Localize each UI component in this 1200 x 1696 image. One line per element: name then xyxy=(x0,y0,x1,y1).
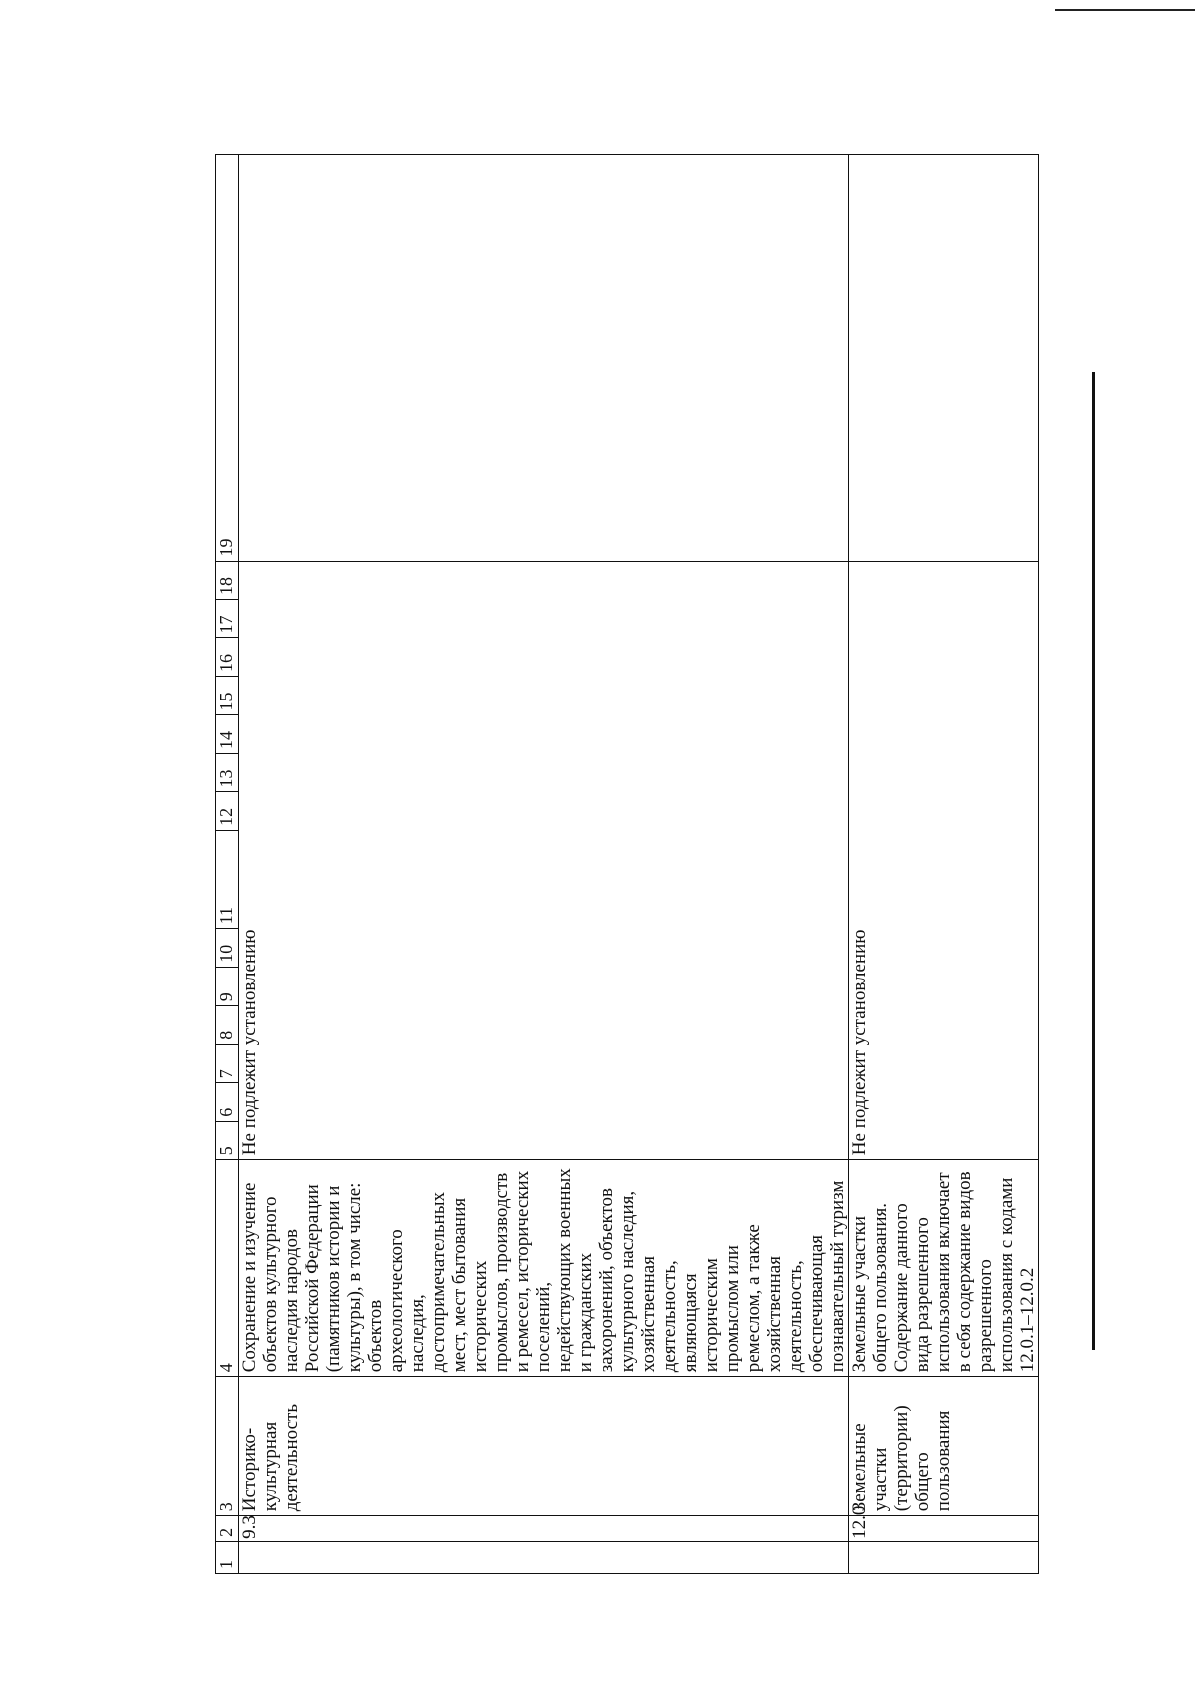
header-cell: 8 xyxy=(216,1006,239,1044)
parameters-cell: Не подлежит установлению xyxy=(239,561,849,1160)
notes-cell xyxy=(239,155,849,562)
land-use-table xyxy=(215,154,1039,1574)
margin-bar xyxy=(1092,372,1095,1350)
header-cell: 1 xyxy=(216,1541,239,1573)
header-cell: 15 xyxy=(216,676,239,714)
rotated-table xyxy=(215,154,1038,1574)
header-cell: 3 xyxy=(216,1377,239,1516)
header-cell: 10 xyxy=(216,929,239,967)
use-code-cell: 12.0 xyxy=(849,1516,1039,1542)
header-cell: 4 xyxy=(216,1160,239,1377)
use-description-cell: Земельные участки общего пользования. Содержание данного вида разрешенного использования включает в себя содержание видов разрешенного использования с кодами 12.0.1–12.0.2 xyxy=(849,1160,1039,1377)
header-cell: 7 xyxy=(216,1044,239,1082)
parameters-cell: Не подлежит установлению xyxy=(849,561,1039,1160)
use-description-cell: Сохранение и изучение объектов культурного наследия народов Российской Федерации (памятников истории и культуры), в том числе: объектов археологического наследия, достопримечательных мест, мест бытования исторических промыслов, производств и ремесел, исторических поселений, недействующих военных и гражданских захоронений, объектов культурного наследия, хозяйственная деятельность, являющаяся историческим промыслом или ремеслом, а также хозяйственная деятельность, обеспечивающая познавательный туризм xyxy=(239,1160,849,1377)
header-row xyxy=(216,155,239,1574)
header-cell: 14 xyxy=(216,715,239,753)
empty-cell xyxy=(239,1541,849,1573)
table-row xyxy=(239,155,849,1574)
use-name-cell: Земельные участки (территории) общего пользования xyxy=(849,1377,1039,1516)
header-cell: 5 xyxy=(216,1121,239,1159)
table-row xyxy=(849,155,1039,1574)
header-cell: 9 xyxy=(216,967,239,1005)
empty-cell xyxy=(849,1541,1039,1573)
table-container xyxy=(215,154,1038,1574)
header-cell: 16 xyxy=(216,638,239,676)
header-cell: 17 xyxy=(216,600,239,638)
header-cell: 13 xyxy=(216,753,239,791)
top-rule xyxy=(1055,9,1195,11)
header-cell: 19 xyxy=(216,155,239,562)
use-name-cell: Историко-культурная деятельность xyxy=(239,1377,849,1516)
notes-cell xyxy=(849,155,1039,562)
header-cell: 18 xyxy=(216,561,239,599)
header-cell: 11 xyxy=(216,830,239,928)
use-code-cell: 9.3 xyxy=(239,1516,849,1542)
header-cell: 12 xyxy=(216,792,239,830)
header-cell: 6 xyxy=(216,1083,239,1121)
header-cell: 2 xyxy=(216,1516,239,1542)
